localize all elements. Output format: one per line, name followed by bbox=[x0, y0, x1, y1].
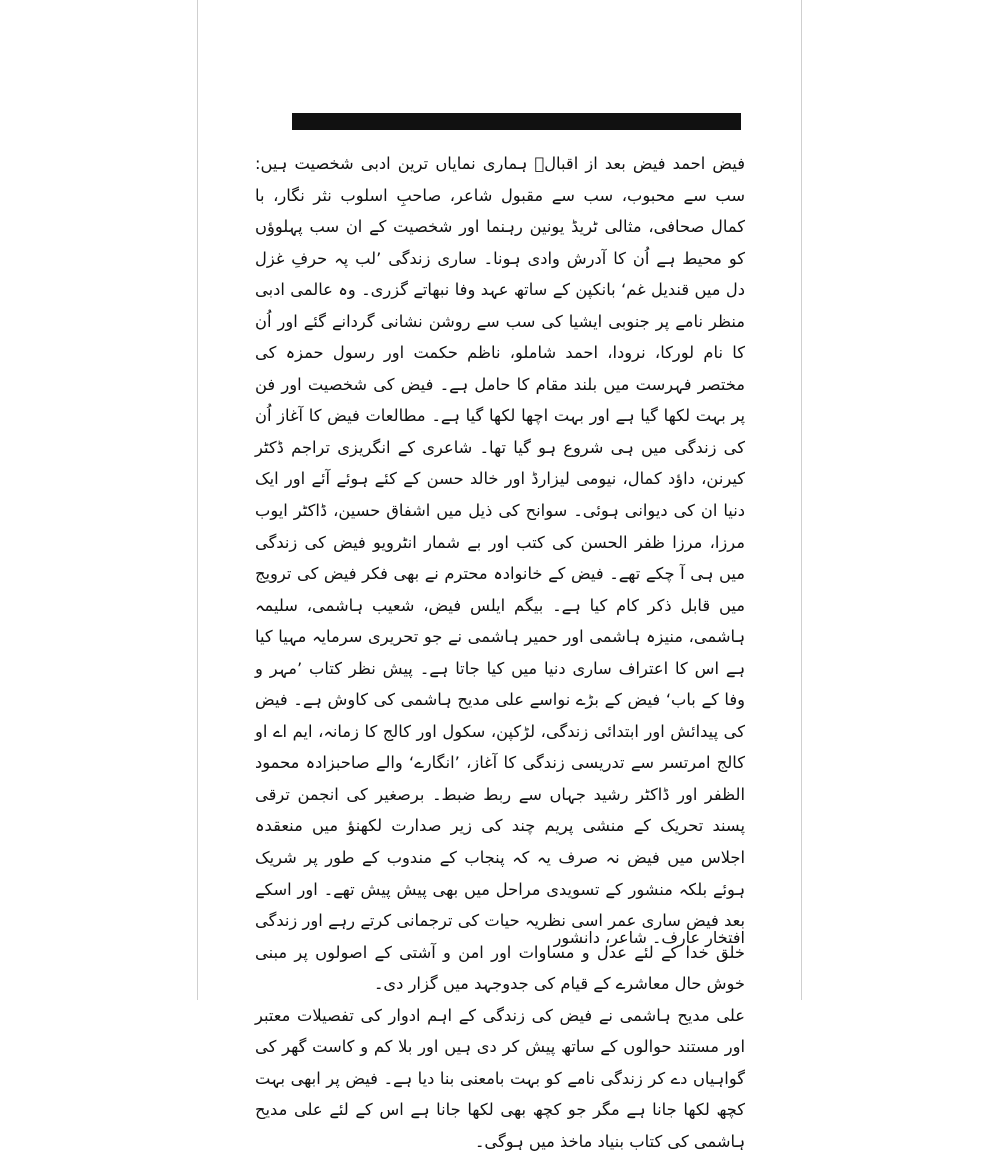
paragraph-1: فیض احمد فیض بعد از اقبالؔ ہماری نمایاں ترین ادبی شخصیت ہیں: سب سے محبوب، سب سے مقبول شاعر، صاحبِ اسلوب نثر نگار، با کمال صحافی، مثالی ٹریڈ یونین رہنما اور شخصیت کے ان سب پہلوؤں کو محیط ہے اُن کا آدرش وادی ہونا۔ ساری زندگی ’لب پہ حرفِ غزل دل میں قندیل غم‘ بانکپن کے ساتھ عہد وفا نبھاتے گزری۔ وہ عالمی ادبی منظر نامے پر جنوبی ایشیا کی سب سے روشن نشانی گردانے گئے اور اُن کا نام لورکا، نرودا، احمد شاملو، ناظم حکمت اور رسول حمزہ کی مختصر فہرست میں بلند مقام کا حامل ہے۔ فیض کی شخصیت اور فن پر بہت لکھا گیا ہے اور بہت اچھا لکھا گیا ہے۔ مطالعات فیض کا آغاز اُن کی زندگی میں ہی شروع ہو گیا تھا۔ شاعری کے انگریزی تراجم ڈکٹر کیرنن، داؤد کمال، نیومی لیزارڈ اور خالد حسن کے کئے ہوئے آئے اور ایک دنیا ان کی دیوانی ہوئی۔ سوانح کی ذیل میں اشفاق حسین، ڈاکٹر ایوب مرزا، مرزا ظفر الحسن کی کتب اور بے شمار انٹرویو فیض کی زندگی میں ہی آ چکے تھے۔ فیض کے خانوادہ محترم نے بھی فکر فیض کی ترویج میں قابل ذکر کام کیا ہے۔ بیگم ایلس فیض، شعیب ہاشمی، سلیمہ ہاشمی، منیزہ ہاشمی اور حمیر ہاشمی نے جو تحریری سرمایہ مہیا کیا ہے اس کا اعتراف ساری دنیا میں کیا جاتا ہے۔ پیش نظر کتاب ’مہر و وفا کے باب‘ فیض کے بڑے نواسے علی مدیح ہاشمی کی کاوش ہے۔ فیض کی پیدائش اور ابتدائی زندگی، لڑکپن، سکول اور کالج کا زمانہ، ایم اے او کالج امرتسر سے تدریسی زندگی کا آغاز، ’انگارے‘ والے صاحبزادہ محمود الظفر اور ڈاکٹر رشید جہاں سے ربط ضبط۔ برصغیر کی انجمن ترقی پسند تحریک کے منشی پریم چند کی زیر صدارت لکھنؤ میں منعقدہ اجلاس میں فیض نہ صرف یہ کہ پنجاب کے مندوب کے طور پر شریک ہوئے بلکہ منشور کے تسویدی مراحل میں بھی پیش پیش تھے۔ اور اسکے بعد فیض ساری عمر اسی نظریہ حیات کی ترجمانی کرتے رہے اور زندگی خلق خدا کے لئے عدل و مساوات اور امن و آشتی کے اصولوں پر مبنی خوش حال معاشرے کے قیام کی جدوجہد میں گزار دی۔ bbox=[255, 154, 745, 994]
article-body bbox=[255, 148, 745, 1158]
author-signature: افتخار عارف۔ شاعر، دانشور bbox=[553, 928, 745, 947]
paragraph-2: علی مدیح ہاشمی نے فیض کی زندگی کے اہم ادوار کی تفصیلات معتبر اور مستند حوالوں کے ساتھ پیش کر دی ہیں اور بلا کم و کاست گھر کی گواہیاں دے کر زندگی نامے کو بہت بامعنی بنا دیا ہے۔ فیض پر ابھی بہت کچھ لکھا جانا ہے مگر جو کچھ بھی لکھا جانا ہے اس کے لئے علی مدیح ہاشمی کی کتاب بنیاد ماخذ میں ہوگی۔ bbox=[255, 1005, 745, 1151]
header-bar bbox=[292, 113, 741, 130]
